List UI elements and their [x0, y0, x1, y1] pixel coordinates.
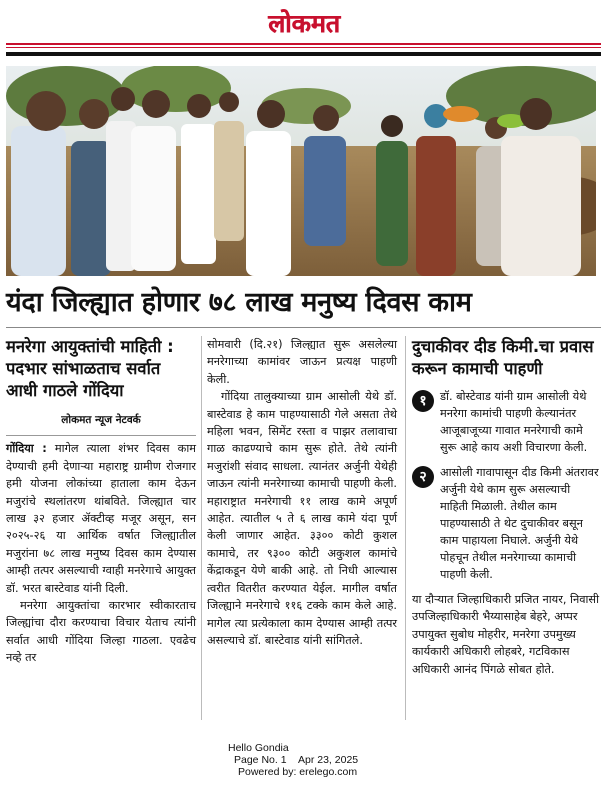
byline-divider	[6, 435, 196, 436]
masthead	[0, 0, 608, 46]
number-badge: १	[412, 390, 434, 412]
numbered-point-text: डॉ. बोस्टेवाड यांनी ग्राम आसोली येथे मनरेगा कामांची पाहणी केल्यानंतर आजूबाजूच्या गावात मनरेगाची कामे सुरू आहे काय अशी विचारणा केली.	[440, 390, 588, 454]
article-column-2	[207, 336, 397, 649]
column-divider	[201, 336, 202, 720]
powered-by-link[interactable]: Powered by: erelego.com	[238, 766, 358, 778]
lokmat-logo: लोकमत	[268, 9, 340, 38]
paragraph-text: मागेल त्याला शंभर दिवस काम देण्याची हमी देणाऱ्या महाराष्ट्र ग्रामीण रोजगार हमी योजना लोकांच्या हाताला काम देऊन मजुरांचे स्थलांतरण थांबविते. जिल्ह्यात चार लाख ३२ हजार ॲक्टीव्ह मजूर असून, सन २०२५-२६ या आर्थिक वर्षात जिल्ह्यातील मजुरांना ७८ लाख मनुष्य दिवस काम देण्यास आम्ही तत्पर असल्याची ग्वाही मनरेगाचे आयुक्त डॉ. भरत बास्टेवाड यांनी दिली.	[6, 442, 197, 595]
article-paragraph	[6, 440, 196, 597]
article-subhead: मनरेगा आयुक्तांची माहिती : पदभार सांभाळताच सर्वात आधी गाठले गोंदिया	[6, 337, 174, 400]
numbered-point	[412, 464, 600, 583]
edition-name: Hello Gondia	[228, 742, 289, 754]
publish-date: Apr 23, 2025	[298, 754, 359, 766]
dateline: गोंदिया :	[6, 442, 47, 456]
page-number: Page No. 1	[234, 754, 287, 766]
article-paragraph: सोमवारी (दि.२१) जिल्ह्यात सुरू असलेल्या मनरेगाच्या कामांवर जाऊन प्रत्यक्ष पाहणी केली.	[207, 338, 397, 386]
article-paragraph: मनरेगा आयुक्तांचा कारभार स्वीकारताच जिल्ह्यांचा दौरा करण्याचा विचार येताच त्यांनी सर्वात आधी गोंदिया जिल्हा गाठला. एवढेच नव्हे तर	[6, 599, 196, 665]
article-paragraph: गोंदिया तालुक्याच्या ग्राम आसोली येथे डॉ. बास्टेवाड हे काम पाहण्यासाठी गेले असता तेथे महिला भवन, सिमेंट रस्ता व पाझर तलावाचा गाळ काढण्याचे काम सुरू होते. तेथे त्यांनी मजुरांशी संवाद साधला. त्यानंतर अर्जुनी येथेही जाऊन त्यांनी मनरेगाच्या कामाची पाहणी केली. महाराष्ट्रात मनरेगाची ११ लाख कामे अपूर्ण आहेत. त्यातील ५ ते ६ लाख कामे यंदा पूर्ण केली जाणार आहेत. ३३०० कोटी कुशल कामाचे, तर ९३०० कोटी अकुशल कामांचे केंद्राकडून येणे बाकी आहे. तो निधी आल्यास त्वरीत वितरीत करण्यात येईल. मागील वर्षात जिल्ह्याने मनरेगाचे ११६ टक्के काम केले आहे. मागेल त्या प्रत्येकाला काम देण्यास आम्ही तत्पर असल्याचे डॉ. बास्टेवाड यांनी सांगितले.	[207, 390, 397, 647]
masthead-rule-black	[6, 52, 601, 56]
article-column-3	[412, 336, 600, 678]
news-photo	[6, 66, 596, 276]
byline: लोकमत न्यूज नेटवर्क	[61, 414, 141, 426]
headline: यंदा जिल्ह्यात होणार ७८ लाख मनुष्य दिवस काम	[6, 287, 472, 318]
numbered-point	[412, 388, 600, 456]
column-divider	[405, 336, 406, 720]
article-column-1	[6, 336, 196, 667]
sidebar-subhead: दुचाकीवर दीड किमी.चा प्रवास करून कामाची पाहणी	[412, 337, 594, 378]
headline-divider	[6, 327, 601, 328]
number-badge: २	[412, 466, 434, 488]
masthead-rule-red-thin	[6, 47, 601, 48]
article-paragraph: या दौऱ्यात जिल्हाधिकारी प्रजित नायर, निवासी उपजिल्हाधिकारी भैय्यासाहेब बेहरे, अप्पर उपायुक्त सुबोध मोहरीर, मनरेगा उपमुख्य कार्यकारी अधिकारी लोहबरे, गटविकास अधिकारी आनंद पिंगळे सोबत होते.	[412, 593, 599, 676]
numbered-point-text: आसोली गावापासून दीड किमी अंतरावर अर्जुनी येथे काम सुरू असल्याची माहिती मिळाली. तेथील काम पाहण्यासाठी ते थेट दुचाकीवर बसून काम पाहायला निघाले. अर्जुनी येथे पोहचून तेथील मनरेगाच्या कामाची पाहणी केली.	[440, 466, 599, 581]
masthead-rule-red	[6, 43, 601, 45]
